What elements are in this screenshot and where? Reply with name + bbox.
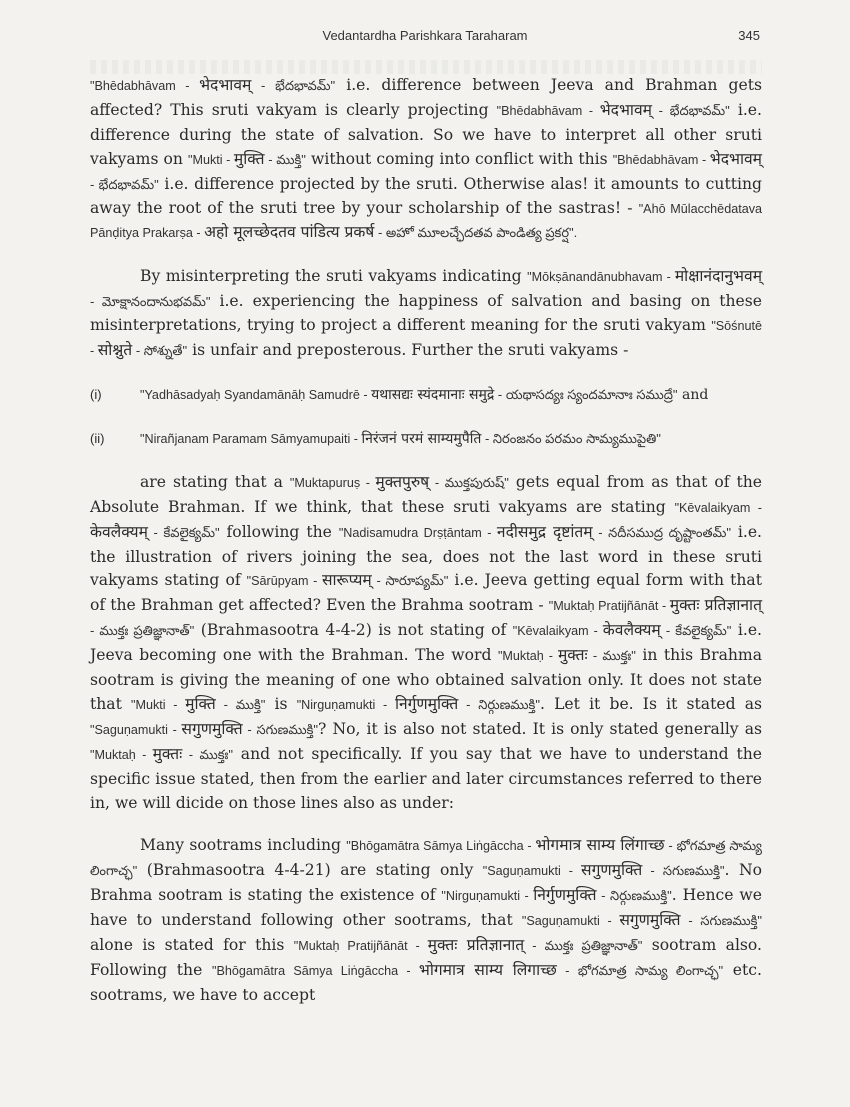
body-text: is — [265, 694, 297, 713]
body-text: without coming into conflict with this — [305, 149, 613, 168]
transliteration: "Nirguṇamukti - — [296, 697, 395, 712]
devanagari-term: मुक्तः प्रतिज्ञानात् — [427, 936, 525, 955]
devanagari-term: मुक्ति — [185, 694, 216, 713]
telugu-term: - సగుణముక్తి" — [242, 721, 319, 737]
body-text: ? No, it is also not stated. It is only stated generally as — [318, 719, 762, 738]
transliteration: "Nirguṇamukti - — [441, 889, 534, 904]
body-text: i.e. Jeeva getting equal form with that of the Brahman get affected? Even the Brahma sootram - — [90, 571, 763, 615]
transliteration: "Mukti - — [187, 152, 234, 167]
devanagari-term: भेदभावम् — [709, 149, 762, 168]
body-text: i.e. difference between Jeeva and Brahman gets affected? This sruti vakyam is clearly projecting — [90, 76, 762, 119]
devanagari-term: मुक्तः प्रतिज्ञानात् — [669, 596, 762, 615]
devanagari-term: निर्गुणमुक्ति — [533, 886, 597, 905]
transliteration: "Muktaḥ Pratijñānāt - — [293, 939, 428, 954]
transliteration: "Sārūpyam - — [246, 574, 322, 589]
telugu-term: - నిర్గుణముక్తి" — [596, 888, 672, 904]
transliteration: "Saguṇamukti - — [521, 914, 620, 929]
devanagari-term: मुक्ति — [233, 149, 265, 168]
transliteration: "Bhōgamātra Sāmya Liṅgāccha - — [346, 839, 536, 854]
item-text — [140, 383, 762, 408]
devanagari-term: सगुणमुक्ति — [581, 861, 643, 880]
devanagari-term: सगुणमुक्ति — [619, 911, 681, 930]
transliteration: "Saguṇamukti - — [90, 722, 182, 737]
transliteration: "Saguṇamukti - — [482, 864, 582, 879]
telugu-term: - యథాసద్యః స్యందమానాః సముద్రే" — [494, 386, 678, 402]
devanagari-term: यथासद्यः स्यंदमानाः समुद्रे — [371, 386, 495, 403]
body-text: . No Brahma sootram is stating the existence of — [90, 861, 762, 905]
transliteration: "Yadhāsadyaḥ Syandamānāḥ Samudrē - — [140, 387, 372, 402]
telugu-term: - మోక్షానందానుభవమ్" — [90, 294, 211, 310]
telugu-term: - భేదభావమ్" — [90, 176, 159, 192]
body-text: sootram also. Following the — [90, 936, 763, 979]
telugu-term: - సగుణముక్తి" — [680, 913, 763, 929]
telugu-term: - భేదభావమ్" — [251, 78, 336, 93]
body-text: alone is stated for this — [90, 936, 294, 955]
paragraph-gap — [90, 452, 762, 471]
devanagari-term: निरंजनं परमं साम्यमुपैति — [361, 430, 482, 447]
telugu-term: - భోగమాత్ర సామ్య లింగాచ్ఛ" — [556, 963, 724, 978]
body-text: (Brahmasootra 4-4-21) are stating only — [137, 861, 483, 880]
running-header — [90, 28, 760, 48]
devanagari-term: मुक्तः — [152, 744, 183, 763]
body-text: (Brahmasootra 4-4-2) is not stating of — [194, 621, 513, 640]
paragraph-2 — [90, 265, 762, 364]
devanagari-term: भेदभावम् — [599, 100, 652, 119]
telugu-term: - ముక్తి" — [215, 696, 266, 712]
transliteration: "Muktaḥ Pratijñānāt - — [548, 599, 670, 614]
body-text: Many sootrams including — [140, 836, 347, 855]
body-text: following the — [219, 522, 339, 541]
transliteration: "Bhēdabhāvam - — [496, 103, 600, 118]
paragraph-4 — [90, 834, 762, 1007]
transliteration: "Kēvalaikyam - — [512, 624, 603, 639]
paragraph-1 — [90, 74, 762, 246]
telugu-term: - నిరంజనం పరమం సామ్యముపైతి" — [481, 430, 661, 446]
devanagari-term: भोगमात्र साम्य लिगाच्छ — [418, 961, 557, 979]
transliteration: "Muktapuruṣ - — [289, 475, 376, 490]
transliteration: "Muktaḥ - — [90, 747, 153, 762]
devanagari-term: भोगमात्र साम्य लिंगाच्छ — [535, 836, 665, 855]
body-text: i.e. the illustration of rivers joining the sea, does not the last word in these sruti vakyams stating of — [90, 522, 763, 590]
transliteration: "Nirañjanam Paramam Sāmyamupaiti - — [140, 431, 362, 446]
body-text: i.e. difference projected by the sruti. Otherwise alas! it amounts to cutting away the root of the sruti tree by your scholarship of the sastras! - — [90, 174, 763, 217]
enumerated-item-2 — [90, 427, 762, 452]
item-text — [140, 427, 762, 452]
devanagari-term: सगुणमुक्ति — [181, 719, 243, 738]
telugu-term: - సగుణముక్తి" — [642, 863, 725, 879]
transliteration: "Kēvalaikyam - — [674, 500, 762, 515]
book-title: Vedantardha Parishkara Taraharam — [322, 28, 528, 43]
body-text: and not specifically. If you say that we have to understand the specific issue stated, then from the earlier and later circumstances referred to there in, we will dicide on those lines also as under: — [90, 744, 762, 812]
transliteration: "Bhōgamātra Sāmya Liṅgāccha - — [212, 964, 419, 978]
telugu-term: - ముక్తి" — [264, 151, 306, 167]
transliteration: "Mōkṣānandānubhavam - — [527, 270, 675, 285]
transliteration: "Sōśnutē - — [90, 319, 762, 359]
telugu-term: - ముక్తపురుష్" — [429, 474, 509, 490]
telugu-term: - భోగమాత్ర సామ్య లింగాచ్ఛ" — [90, 838, 762, 879]
telugu-term: - ముక్తః" — [182, 746, 234, 762]
paragraph-gap — [90, 364, 762, 383]
telugu-term: - ముక్తః ప్రతిజ్ఞానాత్" — [524, 938, 643, 954]
body-text: in this Brahma sootram is giving the meaning of one who obtained salvation only. It does not state that — [90, 646, 763, 713]
transliteration: "Muktaḥ - — [497, 649, 558, 664]
telugu-term: - ముక్తః" — [587, 648, 636, 664]
devanagari-term: अहो मूलच्छेदतव पांडित्य प्रकर्ष — [204, 223, 375, 242]
transliteration: "Ahō Mūlacchēdatava Pānḍitya Prakarṣa - — [90, 201, 762, 241]
telugu-term: - నదీసముద్ర దృష్టాంతమ్" — [592, 524, 731, 540]
telugu-term: - సారూప్యమ్" — [371, 573, 449, 589]
paragraph-gap — [90, 408, 762, 427]
devanagari-term: सारूप्यम् — [321, 571, 372, 590]
body-text: . Let it be. Is it stated as — [539, 694, 762, 713]
transliteration: "Bhēdabhāvam - — [612, 152, 710, 167]
telugu-term: - సోశ్నుతే" — [132, 343, 188, 359]
paragraph-gap — [90, 246, 762, 265]
body-text: i.e. difference during the state of salvation. So we have to interpret all other sruti vakyams on — [90, 100, 762, 168]
body-text: i.e. experiencing the happiness of salvation and basing on these misinterpretations, trying to project a different meaning for the sruti vakyam — [90, 292, 762, 335]
page-body — [90, 74, 762, 1008]
body-text: and — [677, 386, 709, 403]
devanagari-term: मोक्षानंदानुभवम् — [674, 267, 763, 286]
body-text: etc. sootrams, we have to accept — [90, 961, 762, 1004]
telugu-term: - అహో మూలచ్ఛేదతవ పాండిత్య ప్రకర్ష". — [374, 225, 578, 241]
paragraph-gap — [90, 815, 762, 834]
telugu-term: - నిర్గుణముక్తి" — [458, 696, 540, 712]
telugu-term: - కేవలైక్యమ్" — [660, 623, 732, 639]
body-text: By misinterpreting the sruti vakyams indicating — [140, 267, 528, 286]
devanagari-term: भेदभावम् — [199, 76, 252, 94]
devanagari-term: मुक्तः — [557, 646, 588, 665]
body-text: . Hence we have to understand following other sootrams, that — [90, 886, 763, 930]
page-number: 345 — [738, 28, 760, 43]
body-text: gets equal from as that of the Absolute Brahman. If we think, that these sruti vakyams are stating — [90, 472, 762, 516]
item-label: (i) — [90, 386, 102, 402]
bleed-through-strip — [90, 60, 762, 74]
paragraph-3 — [90, 471, 762, 816]
transliteration: "Bhēdabhāvam - — [90, 79, 200, 93]
transliteration: "Nadisamudra Drṣṭāntam - — [338, 525, 497, 540]
devanagari-term: नदीसमुद्र दृष्टांतम् — [496, 522, 593, 541]
transliteration: "Mukti - — [131, 697, 186, 712]
item-label: (ii) — [90, 430, 105, 446]
enumerated-item-1 — [90, 383, 762, 408]
telugu-term: - ముక్తః ప్రతిజ్ఞానాత్" — [90, 623, 195, 639]
body-text: are stating that a — [140, 472, 290, 491]
telugu-term: - కేవలైక్యమ్" — [147, 524, 220, 540]
devanagari-term: निर्गुणमुक्ति — [394, 694, 459, 713]
body-text: i.e. Jeeva becoming one with the Brahman. The word — [90, 621, 763, 665]
devanagari-term: केवलैक्यम् — [90, 522, 148, 541]
devanagari-term: मुक्तपुरुष् — [375, 472, 430, 491]
body-text: is unfair and preposterous. Further the sruti vakyams - — [187, 341, 629, 360]
devanagari-term: सोश्नुते — [97, 341, 133, 360]
devanagari-term: केवलैक्यम् — [602, 621, 661, 640]
telugu-term: - భేదభావమ్" — [651, 102, 730, 118]
